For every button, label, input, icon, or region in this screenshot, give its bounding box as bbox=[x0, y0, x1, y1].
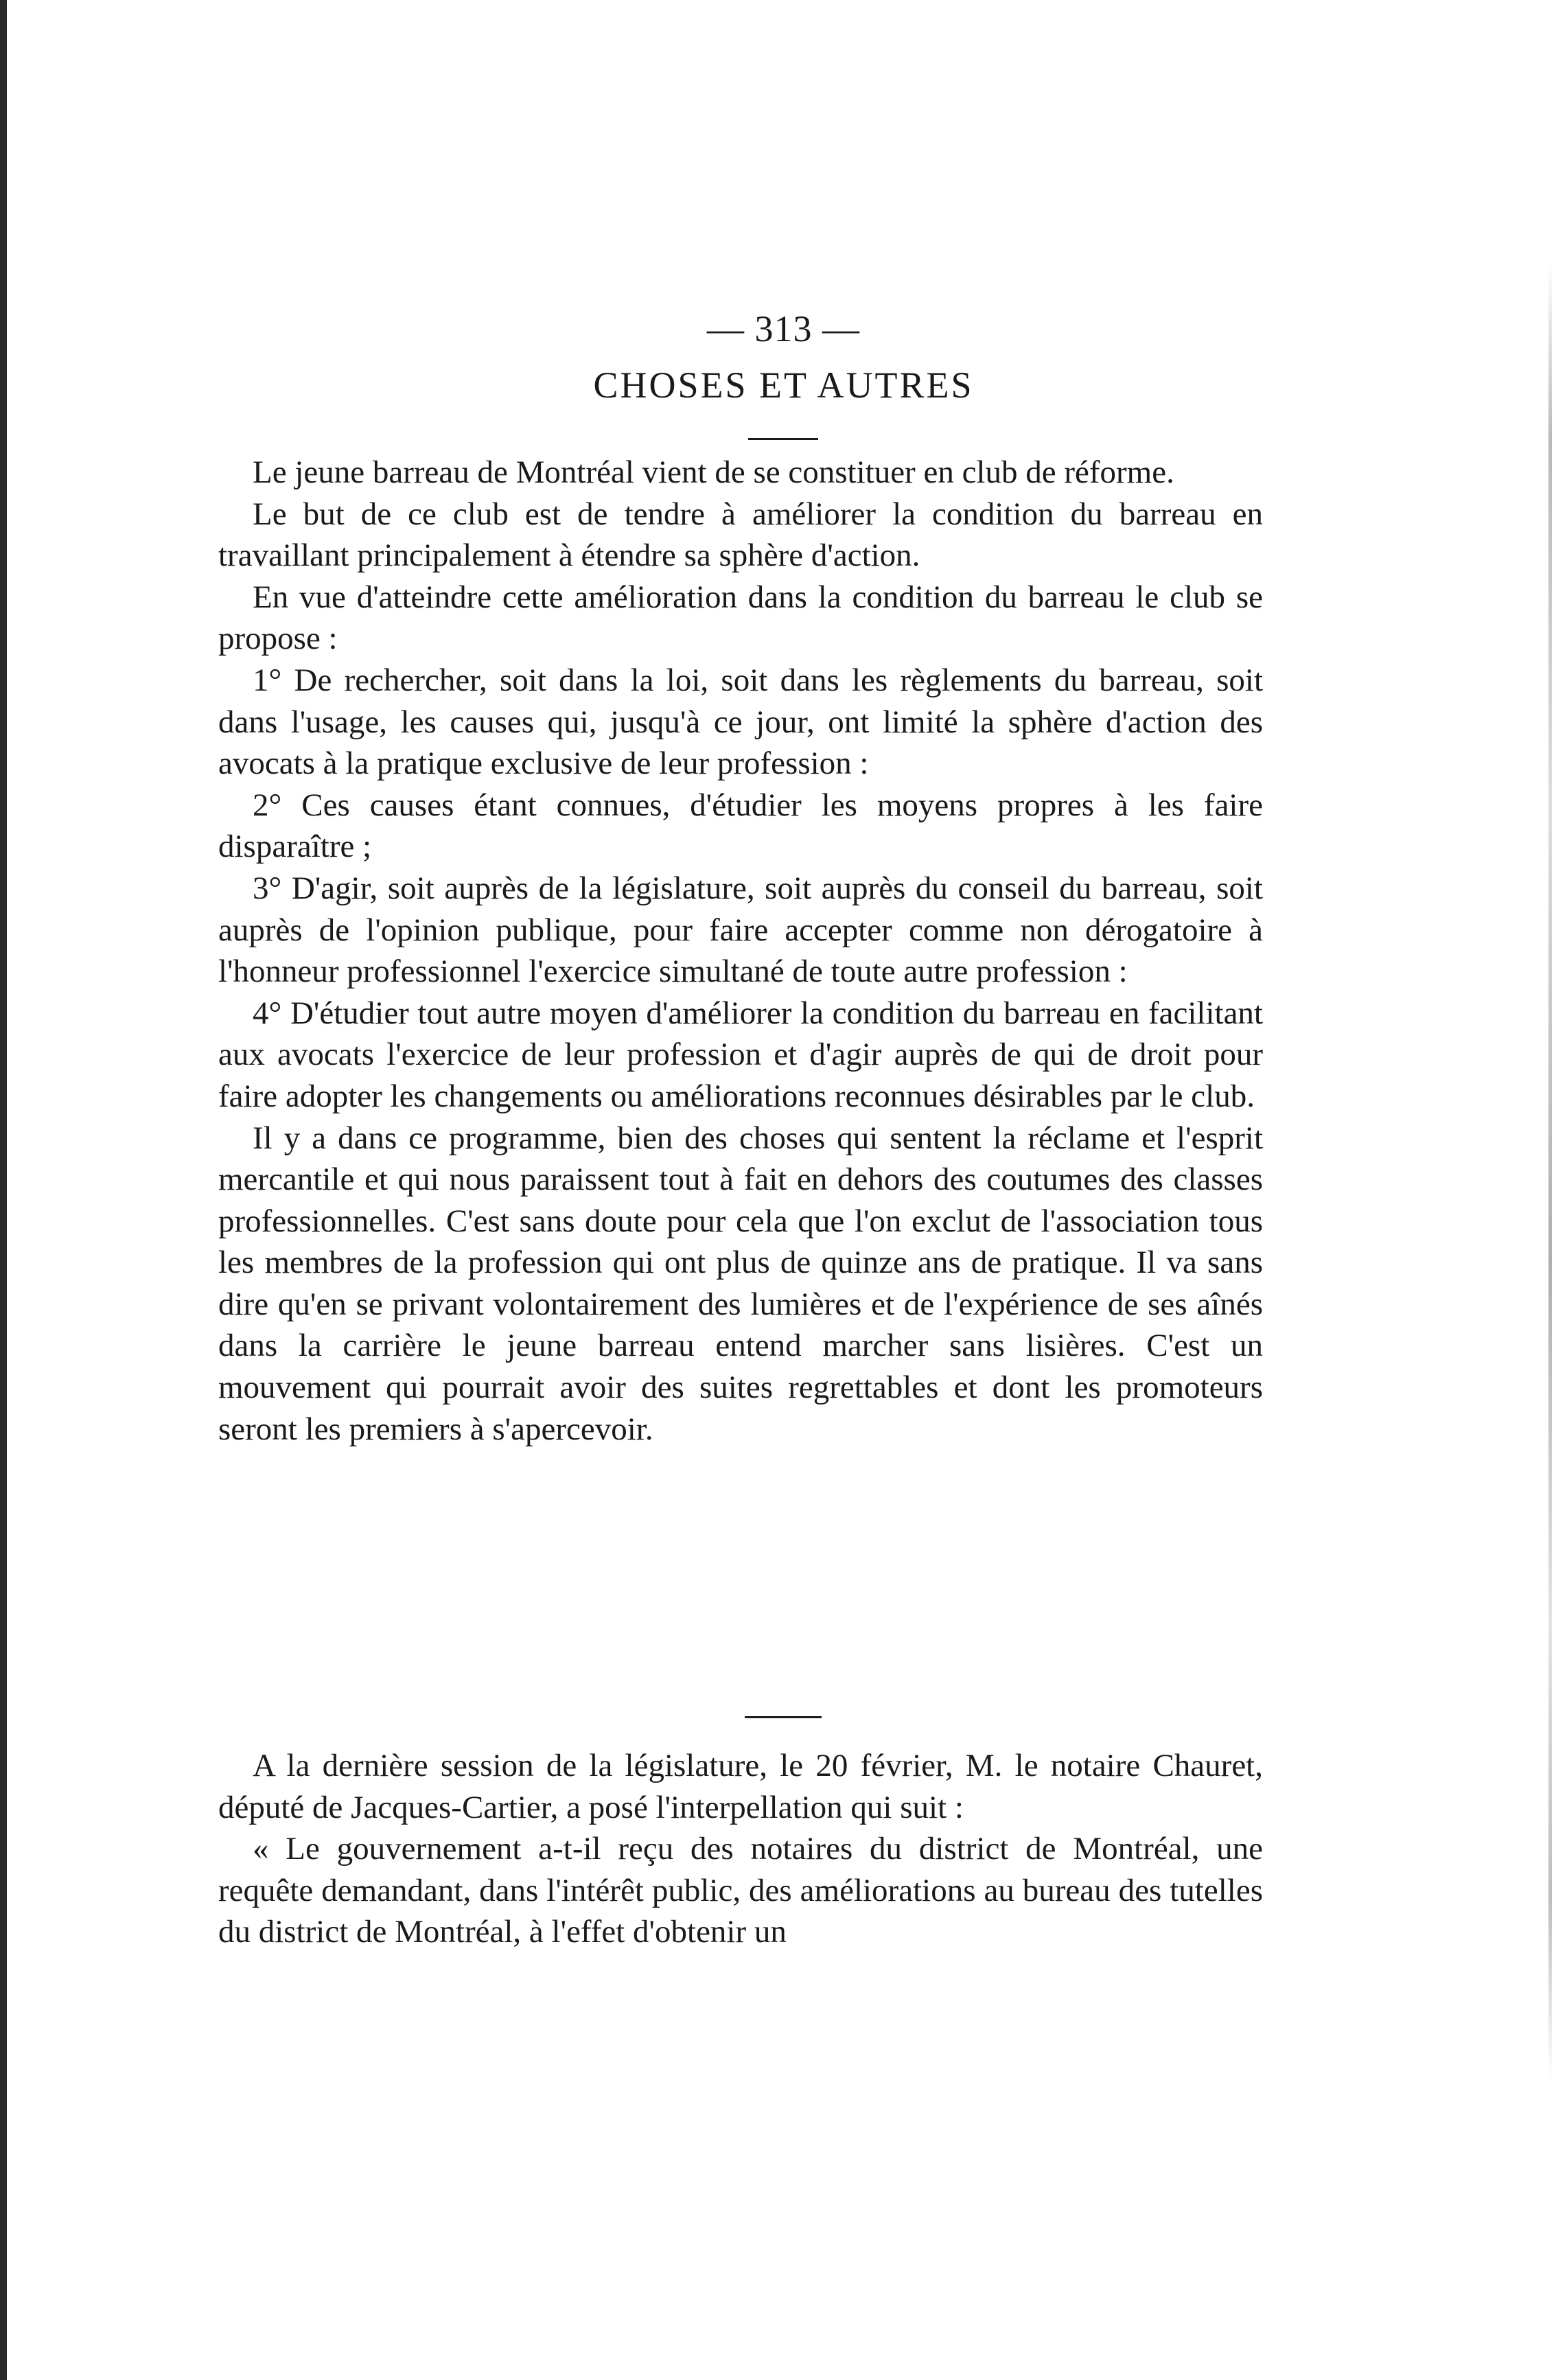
list-item: 4° D'étudier tout autre moyen d'améliorer la condition du barreau en facilitant aux avocats l'exercice de leur profession et d'agir auprès de qui de droit pour faire adopter les changements ou améliorations reconnues désirables par le club. bbox=[218, 995, 1263, 1114]
paragraph: Il y a dans ce programme, bien des choses qui sentent la réclame et l'esprit mercantile et qui nous paraissent tout à fait en dehors des coutumes des classes professionnelles. C'est sans doute pour cela que l'on exclut de l'association tous les membres de la profession qui ont plus de quinze ans de pratique. Il va sans dire qu'en se privant volontairement des lumières et de l'expérience de ses aînés dans la carrière le jeune barreau entend marcher sans lisières. C'est un mouvement qui pourrait avoir des suites regrettables et dont les promoteurs seront les premiers à s'apercevoir. bbox=[218, 1120, 1263, 1447]
page-number: — 313 — bbox=[707, 308, 860, 349]
section-legislature bbox=[218, 1745, 1263, 1953]
section-rule bbox=[745, 1716, 822, 1718]
paragraph: Le jeune barreau de Montréal vient de se constituer en club de réforme. bbox=[253, 454, 1174, 490]
list-item: 1° De rechercher, soit dans la loi, soit dans les règlements du barreau, soit dans l'usage, les causes qui, jusqu'à ce jour, ont limité la sphère d'action des avocats à la pratique exclusive de leur profession : bbox=[218, 662, 1263, 782]
title-rule bbox=[748, 438, 818, 440]
paragraph: En vue d'atteindre cette amélioration dans la condition du barreau le club se propose : bbox=[218, 579, 1263, 657]
paragraph: A la dernière session de la législature, le 20 février, M. le notaire Chauret, député de Jacques-Cartier, a posé l'interpellation qui suit : bbox=[218, 1748, 1263, 1825]
page-title: CHOSES ET AUTRES bbox=[593, 365, 974, 406]
section-reform-club bbox=[218, 452, 1263, 1450]
paragraph: Le but de ce club est de tendre à améliorer la condition du barreau en travaillant principalement à étendre sa sphère d'action. bbox=[218, 496, 1263, 574]
list-item: 3° D'agir, soit auprès de la législature, soit auprès du conseil du barreau, soit auprès de l'opinion publique, pour faire accepter comme non dérogatoire à l'honneur professionnel l'exercice simultané de toute autre profession : bbox=[218, 870, 1263, 990]
list-item: 2° Ces causes étant connues, d'étudier les moyens propres à les faire disparaître ; bbox=[218, 787, 1263, 865]
scan-edge-right bbox=[1548, 261, 1552, 2080]
paragraph: « Le gouvernement a-t-il reçu des notaires du district de Montréal, une requête demandant, dans l'intérêt public, des améliorations au bureau des tutelles du district de Montréal, à l'effet d'obtenir un bbox=[218, 1831, 1263, 1950]
scan-edge-left bbox=[0, 0, 7, 2380]
